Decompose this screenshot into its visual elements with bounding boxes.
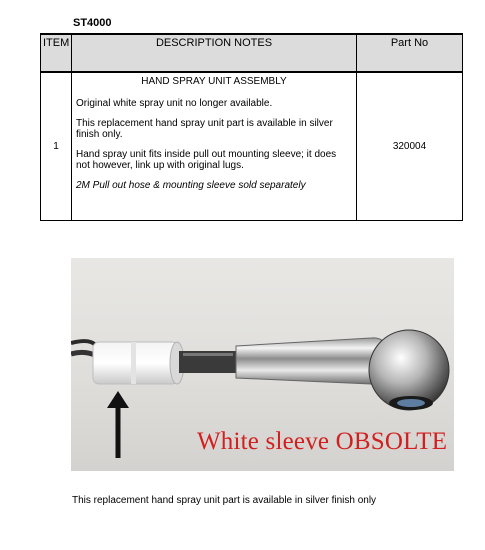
footer-note: This replacement hand spray unit part is available in silver finish only — [72, 495, 377, 506]
photo-caption: White sleeve OBSOLTE — [197, 428, 448, 455]
part-number: 320004 — [357, 72, 463, 221]
description-note: Original white spray unit no longer available. — [76, 98, 273, 109]
description-heading: HAND SPRAY UNIT ASSEMBLY — [141, 76, 287, 87]
column-header-item: ITEM — [41, 34, 72, 72]
item-number: 1 — [41, 72, 72, 221]
description-note: Hand spray unit fits inside pull out mounting sleeve; it does not however, link up with original lugs. — [76, 149, 337, 171]
model-code: ST4000 — [73, 17, 112, 29]
column-header-description: DESCRIPTION NOTES — [72, 34, 357, 72]
parts-table — [40, 33, 463, 221]
description-italic-note: 2M Pull out hose & mounting sleeve sold separately — [76, 180, 306, 191]
description-cell — [72, 72, 357, 221]
product-photo — [71, 258, 454, 471]
arrow-up-icon — [107, 391, 129, 458]
hose — [71, 341, 96, 346]
column-header-part-no: Part No — [357, 34, 463, 72]
description-note: This replacement hand spray unit part is available in silver finish only. — [76, 118, 333, 140]
chrome-body — [236, 338, 391, 384]
table-header-row — [41, 34, 463, 72]
white-sleeve — [93, 342, 184, 384]
table-row — [41, 72, 463, 221]
